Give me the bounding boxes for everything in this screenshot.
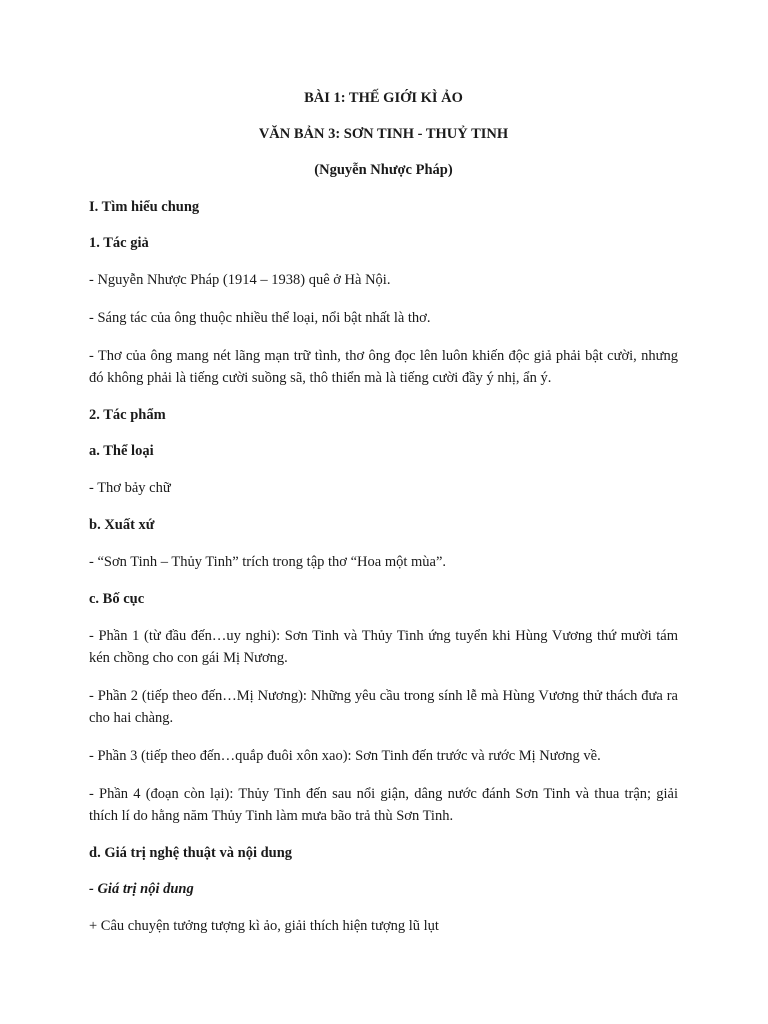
subheading-work: 2. Tác phẩm — [89, 407, 166, 423]
document-page — [89, 88, 678, 953]
layout-paragraph-3: - Phần 3 (tiếp theo đến…quắp đuôi xôn xao): Sơn Tinh đến trước và rước Mị Nương về. — [89, 748, 601, 764]
content-value-paragraph: + Câu chuyện tưởng tượng kì ảo, giải thích hiện tượng lũ lụt — [89, 918, 439, 934]
lesson-title: BÀI 1: THẾ GIỚI KÌ ẢO — [304, 90, 463, 106]
genre-paragraph: - Thơ bảy chữ — [89, 480, 171, 496]
author-paragraph-3: - Thơ của ông mang nét lãng mạn trữ tình, thơ ông đọc lên luôn khiến độc giả phải bật cười, nhưng đó không phải là tiếng cười suồng sã, thô thiển mà là tiếng cười đầy ý nhị, ẩn ý. — [89, 348, 678, 386]
subheading-author: 1. Tác giả — [89, 235, 149, 251]
origin-paragraph: - “Sơn Tinh – Thủy Tinh” trích trong tập thơ “Hoa một mùa”. — [89, 554, 447, 570]
text-title: VĂN BẢN 3: SƠN TINH - THUỶ TINH — [258, 126, 509, 142]
section-heading-general: I. Tìm hiểu chung — [89, 199, 200, 215]
layout-paragraph-2: - Phần 2 (tiếp theo đến…Mị Nương): Những yêu cầu trong sính lễ mà Hùng Vương thử thách đưa ra cho hai chàng. — [89, 688, 678, 726]
author-line: (Nguyễn Nhược Pháp) — [314, 162, 453, 178]
layout-paragraph-4: - Phần 4 (đoạn còn lại): Thủy Tinh đến sau nổi giận, dâng nước đánh Sơn Tinh và thua trận; giải thích lí do hằng năm Thủy Tinh làm mưa bão trả thù Sơn Tinh. — [89, 786, 678, 824]
heading-content-value: - Giá trị nội dung — [89, 881, 194, 897]
heading-values: d. Giá trị nghệ thuật và nội dung — [89, 845, 293, 861]
author-paragraph-2: - Sáng tác của ông thuộc nhiều thể loại, nổi bật nhất là thơ. — [89, 310, 431, 326]
layout-paragraph-1: - Phần 1 (từ đầu đến…uy nghi): Sơn Tinh và Thủy Tinh ứng tuyển khi Hùng Vương thứ mười tám kén chồng cho con gái Mị Nương. — [89, 628, 678, 666]
heading-genre: a. Thể loại — [89, 443, 154, 459]
heading-origin: b. Xuất xứ — [89, 517, 155, 533]
heading-layout: c. Bố cục — [89, 591, 145, 607]
author-paragraph-1: - Nguyễn Nhược Pháp (1914 – 1938) quê ở Hà Nội. — [89, 272, 391, 288]
